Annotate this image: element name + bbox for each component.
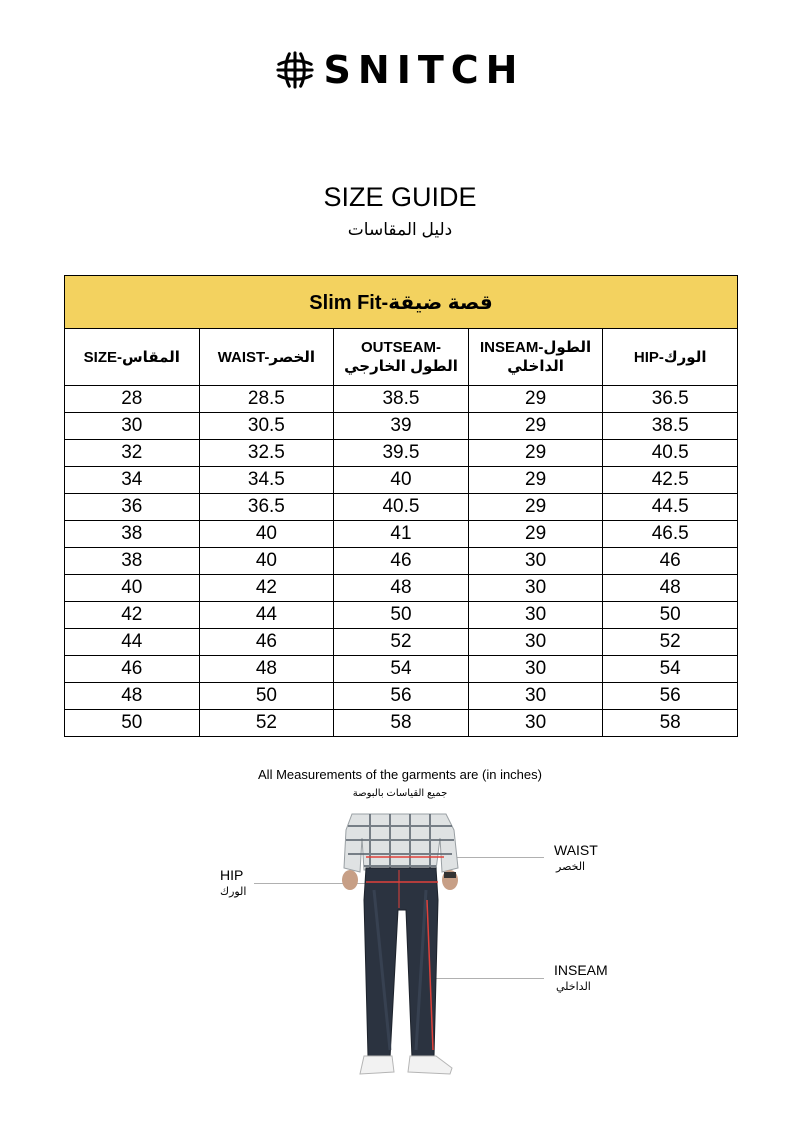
table-cell: 38.5 [603,413,738,440]
hip-label-arabic: الورك [220,886,247,898]
table-cell: 34.5 [199,467,334,494]
column-header: WAIST-الخصر [199,329,334,386]
table-row [65,629,738,656]
table-cell: 30 [468,548,603,575]
size-table [64,275,738,737]
table-cell: 30 [468,683,603,710]
table-cell: 39.5 [334,440,469,467]
table-cell: 40 [65,575,200,602]
waist-label-arabic: الخصر [556,861,586,873]
table-cell: 56 [334,683,469,710]
table-cell: 38 [65,548,200,575]
table-cell: 40.5 [334,494,469,521]
table-cell: 30.5 [199,413,334,440]
table-cell: 54 [334,656,469,683]
table-cell: 54 [603,656,738,683]
measurement-note-arabic: جميع القياسات بالبوصة [352,788,448,799]
page-title-arabic: دليل المقاسات [347,220,453,239]
table-cell: 48 [603,575,738,602]
table-row [65,575,738,602]
inseam-label-arabic: الداخلي [556,981,591,993]
table-cell: 50 [199,683,334,710]
table-cell: 58 [334,710,469,737]
table-cell: 30 [468,575,603,602]
inseam-label: INSEAM [554,962,608,978]
column-header: SIZE-المقاس [65,329,200,386]
table-row [65,683,738,710]
column-header: OUTSEAM- الطول الخارجي [334,329,469,386]
table-cell: 34 [65,467,200,494]
table-cell: 48 [334,575,469,602]
table-cell: 52 [334,629,469,656]
table-cell: 28.5 [199,386,334,413]
table-cell: 39 [334,413,469,440]
table-cell: 29 [468,494,603,521]
table-cell: 44 [65,629,200,656]
table-cell: 42.5 [603,467,738,494]
column-header: INSEAM-الطول الداخلي [468,329,603,386]
table-cell: 56 [603,683,738,710]
table-row [65,467,738,494]
table-cell: 40 [199,548,334,575]
page-title: SIZE GUIDE [323,182,477,212]
table-cell: 32.5 [199,440,334,467]
table-cell: 58 [603,710,738,737]
table-row [65,386,738,413]
measurement-note: All Measurements of the garments are (in inches) [258,767,542,782]
table-cell: 46 [603,548,738,575]
table-cell: 29 [468,521,603,548]
table-cell: 40.5 [603,440,738,467]
table-cell: 29 [468,413,603,440]
table-cell: 36.5 [199,494,334,521]
table-cell: 28 [65,386,200,413]
brand-logo [0,50,800,90]
size-table-body [65,386,738,737]
table-cell: 30 [468,629,603,656]
table-cell: 29 [468,467,603,494]
table-cell: 48 [65,683,200,710]
table-cell: 30 [468,710,603,737]
table-row [65,602,738,629]
table-cell: 42 [65,602,200,629]
table-cell: 30 [65,413,200,440]
table-cell: 44.5 [603,494,738,521]
table-cell: 41 [334,521,469,548]
table-cell: 50 [603,602,738,629]
table-row [65,494,738,521]
column-header-row [65,329,738,386]
table-cell: 50 [65,710,200,737]
table-cell: 46 [199,629,334,656]
waist-label: WAIST [554,842,598,858]
table-cell: 46.5 [603,521,738,548]
table-row [65,413,738,440]
table-cell: 48 [199,656,334,683]
table-cell: 29 [468,440,603,467]
table-cell: 32 [65,440,200,467]
table-row [65,710,738,737]
table-cell: 50 [334,602,469,629]
model-figure [330,810,470,1090]
table-cell: 36 [65,494,200,521]
table-cell: 30 [468,656,603,683]
table-cell: 30 [468,602,603,629]
hash-grid-icon [276,51,314,89]
table-cell: 52 [603,629,738,656]
fit-title: Slim Fit-قصة ضيقة [65,276,738,329]
table-row [65,440,738,467]
table-cell: 38 [65,521,200,548]
table-row [65,521,738,548]
table-row [65,548,738,575]
column-header: HIP-الورك [603,329,738,386]
table-cell: 46 [334,548,469,575]
table-cell: 36.5 [603,386,738,413]
table-cell: 44 [199,602,334,629]
table-cell: 38.5 [334,386,469,413]
hip-label: HIP [220,867,244,883]
table-cell: 46 [65,656,200,683]
table-cell: 40 [334,467,469,494]
brand-name: SNITCH [323,48,525,92]
table-cell: 40 [199,521,334,548]
table-cell: 29 [468,386,603,413]
table-cell: 52 [199,710,334,737]
table-cell: 42 [199,575,334,602]
table-row [65,656,738,683]
